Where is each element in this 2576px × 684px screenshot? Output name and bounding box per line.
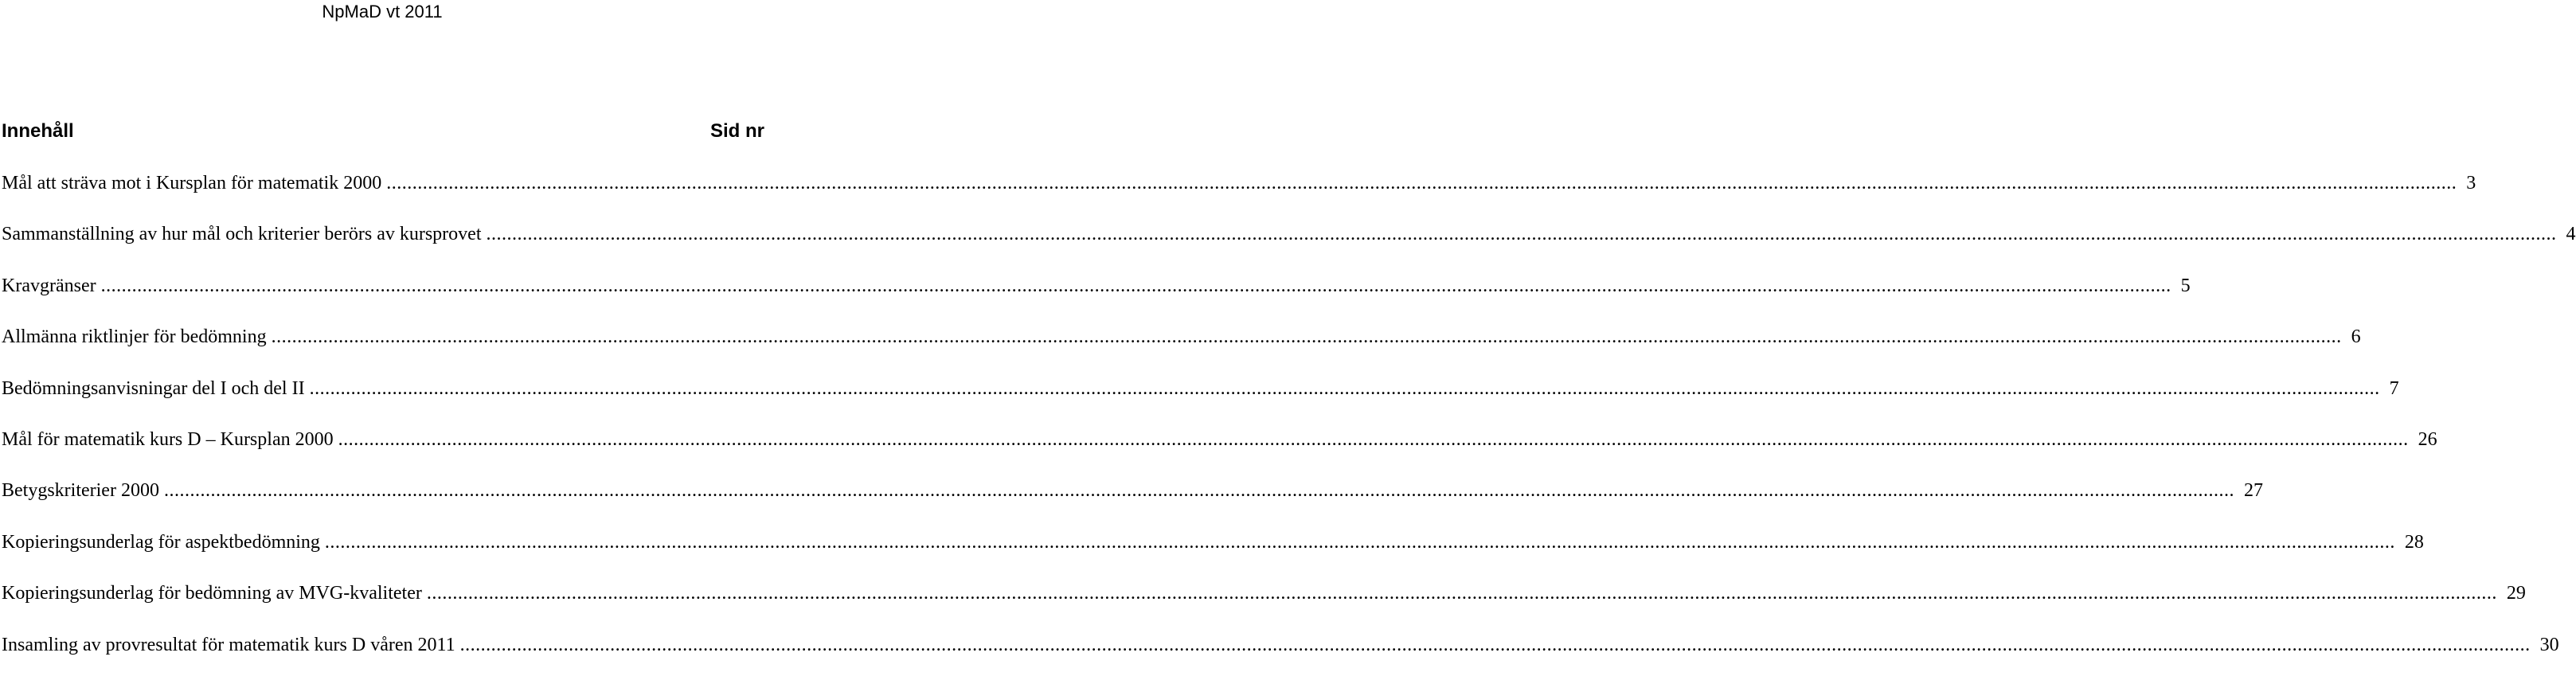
toc-entry[interactable] [2, 428, 2437, 479]
toc-entry-title: Kopieringsunderlag för bedömning av MVG-kvaliteter [2, 583, 422, 604]
toc-entry[interactable] [2, 325, 2361, 376]
toc-entry-page: 3 [2466, 173, 2476, 193]
dot-leader: ................................................................................................................................................................................................................................................................................................................................................................................................................ [163, 480, 2234, 502]
toc-entry-title: Mål att sträva mot i Kursplan för matematik 2000 [2, 173, 382, 193]
toc-entry[interactable] [2, 530, 2424, 581]
toc-entry[interactable] [2, 479, 2263, 530]
dot-leader: ................................................................................................................................................................................................................................................................................................................................................................................................................ [386, 173, 2457, 193]
table-of-contents [2, 171, 2576, 684]
dot-leader: ................................................................................................................................................................................................................................................................................................................................................................................................................ [426, 583, 2497, 604]
toc-entry[interactable] [2, 633, 2559, 684]
toc-entry-title: Insamling av provresultat för matematik kurs D våren 2011 [2, 634, 455, 655]
toc-entry-page: 5 [2180, 275, 2191, 296]
toc-entry-page: 26 [2418, 428, 2437, 450]
toc-entry-page: 29 [2506, 583, 2526, 604]
toc-heading-row [2, 119, 764, 143]
dot-leader: ................................................................................................................................................................................................................................................................................................................................................................................................................ [324, 531, 2395, 553]
toc-entry-title: Sammanställning av hur mål och kriterier berörs av kursprovet [2, 224, 482, 245]
toc-entry[interactable] [2, 171, 2476, 222]
toc-entry[interactable] [2, 377, 2399, 428]
toc-entry-page: 4 [2566, 224, 2576, 245]
toc-entry-page: 28 [2404, 531, 2424, 553]
toc-entry-title: Kopieringsunderlag för aspektbedömning [2, 531, 320, 553]
dot-leader: ................................................................................................................................................................................................................................................................................................................................................................................................................ [271, 326, 2342, 348]
toc-entry-title: Bedömningsanvisningar del I och del II [2, 377, 305, 399]
toc-heading: Innehåll [2, 120, 74, 142]
document-title: NpMaD vt 2011 [322, 2, 443, 21]
dot-leader: ................................................................................................................................................................................................................................................................................................................................................................................................................ [486, 224, 2557, 245]
dot-leader: ................................................................................................................................................................................................................................................................................................................................................................................................................ [309, 377, 2380, 399]
toc-entry[interactable] [2, 274, 2191, 325]
dot-leader: ................................................................................................................................................................................................................................................................................................................................................................................................................ [459, 634, 2531, 655]
toc-entry-page: 7 [2389, 377, 2399, 399]
toc-entry-title: Mål för matematik kurs D – Kursplan 2000 [2, 428, 334, 450]
page-header [0, 2, 764, 22]
toc-entry-page: 6 [2351, 326, 2361, 348]
toc-entry-title: Allmänna riktlinjer för bedömning [2, 326, 267, 348]
toc-entry-page: 30 [2539, 634, 2559, 655]
page-number-heading: Sid nr [709, 120, 764, 142]
toc-entry[interactable] [2, 581, 2526, 632]
toc-entry-title: Kravgränser [2, 275, 96, 296]
toc-entry-title: Betygskriterier 2000 [2, 480, 159, 502]
dot-leader: ................................................................................................................................................................................................................................................................................................................................................................................................................ [100, 275, 2171, 296]
toc-entry-page: 27 [2243, 480, 2263, 502]
toc-entry[interactable] [2, 222, 2576, 273]
dot-leader: ................................................................................................................................................................................................................................................................................................................................................................................................................ [338, 428, 2409, 450]
